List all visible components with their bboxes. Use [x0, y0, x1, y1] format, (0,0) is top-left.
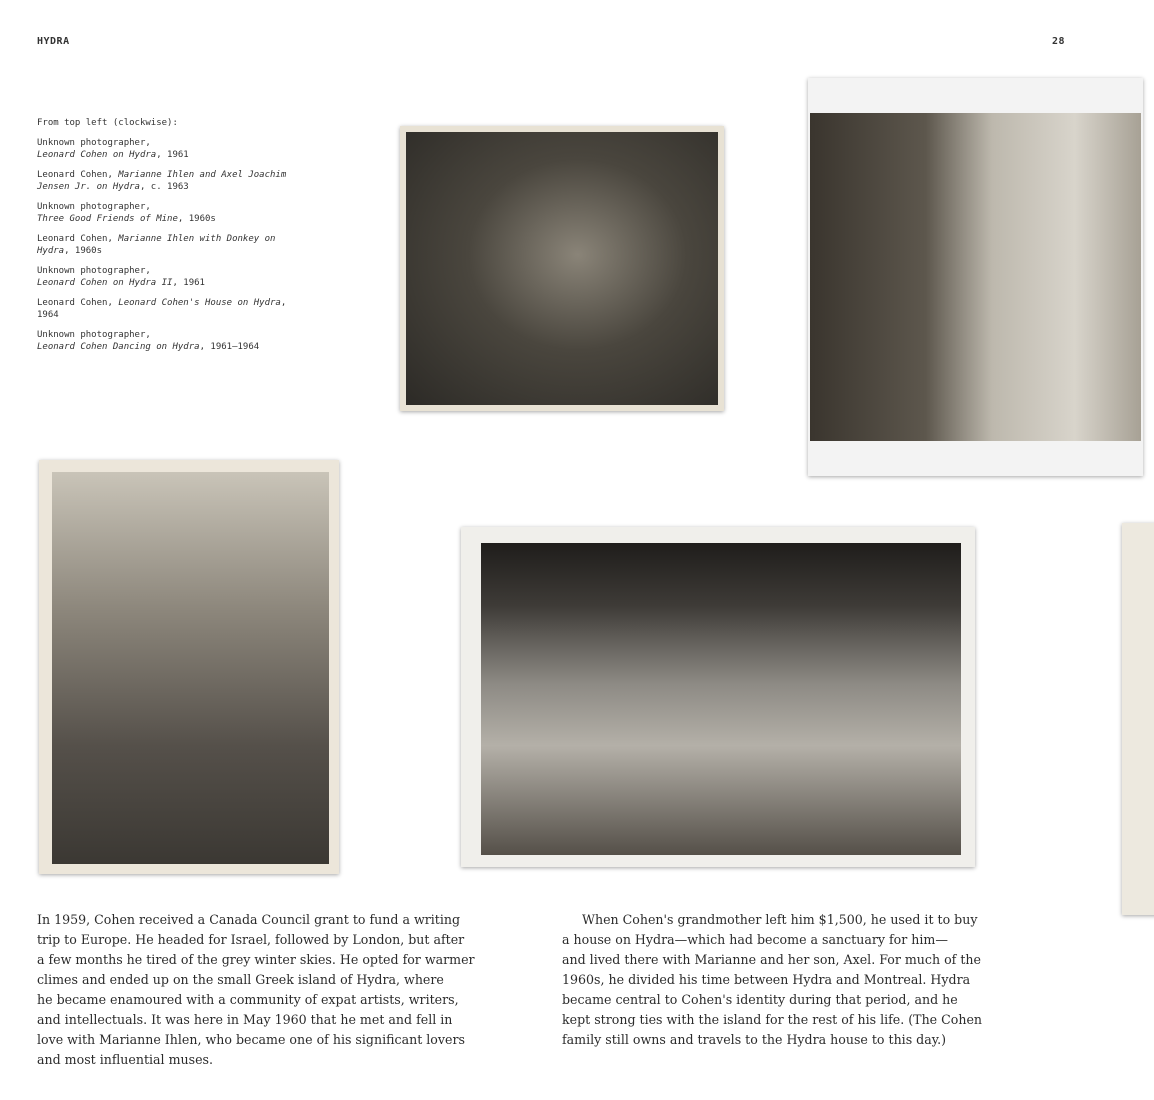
captions-intro: From top left (clockwise):	[37, 118, 178, 128]
caption-date: , 1960s	[177, 214, 216, 224]
caption-credit: Leonard Cohen,	[37, 297, 119, 308]
caption-credit: Leonard Cohen,	[37, 169, 119, 180]
body-text-column-2: When Cohen's grandmother left him $1,500, he used it to buy a house on Hydra—which had become a sanctuary for him— and lived there with Marianne and her son, Axel. For much of the 1960s, he divided his time between Hydra and Montreal. Hydra became central to Cohen's identity during that period, and he kept strong ties with the island for the rest of his life. (The Cohen family still owns and travels to the Hydra house to this day.)	[562, 912, 983, 1047]
caption-title: Marianne Ihlen with Donkey on Hydra	[37, 233, 276, 256]
caption-date: , 1960s	[64, 246, 103, 256]
caption-credit: Leonard Cohen,	[37, 233, 119, 244]
caption-title: Three Good Friends of Mine	[37, 214, 178, 224]
page-number: 28	[1052, 36, 1066, 47]
caption-item	[37, 297, 287, 322]
caption-item	[37, 265, 287, 290]
caption-credit: Unknown photographer,	[37, 329, 151, 340]
caption-item	[37, 329, 287, 354]
caption-item	[37, 233, 287, 258]
running-header: HYDRA	[37, 36, 70, 47]
photo-cohen-typewriter	[400, 126, 724, 411]
caption-item	[37, 201, 287, 226]
caption-title: Marianne Ihlen and Axel Joachim Jensen Jr. on Hydra	[37, 169, 287, 192]
caption-title: Leonard Cohen Dancing on Hydra	[37, 342, 200, 352]
caption-date: , 1961	[172, 278, 205, 288]
photo-cohen-dancing	[39, 460, 339, 874]
caption-date: , 1964	[37, 297, 287, 320]
body-text-column-1: In 1959, Cohen received a Canada Council grant to fund a writing trip to Europe. He headed for Israel, followed by London, but after a few months he tired of the grey winter skies. He opted for warmer climes and ended up on the small Greek island of Hydra, where he became enamoured with a community of expat artists, writers, and intellectuals. It was here in May 1960 that he met and fell in love with Marianne Ihlen, who became one of his significant lovers and most influential muses.	[37, 912, 475, 1067]
photo-next-page-edge	[1122, 523, 1154, 915]
caption-date: , c. 1963	[139, 182, 189, 192]
caption-date: , 1961–1964	[199, 342, 260, 352]
photo-cohen-house	[461, 527, 975, 867]
caption-date: , 1961	[156, 150, 189, 160]
caption-credit: Unknown photographer,	[37, 265, 151, 276]
caption-item	[37, 169, 287, 194]
caption-title: Leonard Cohen's House on Hydra	[118, 297, 281, 308]
caption-item	[37, 137, 287, 162]
caption-credit: Unknown photographer,	[37, 201, 151, 212]
photo-captions	[37, 117, 287, 361]
caption-credit: Unknown photographer,	[37, 137, 151, 148]
caption-title: Leonard Cohen on Hydra II	[37, 278, 173, 288]
caption-title: Leonard Cohen on Hydra	[37, 150, 157, 160]
photo-marianne-axel	[808, 78, 1143, 476]
